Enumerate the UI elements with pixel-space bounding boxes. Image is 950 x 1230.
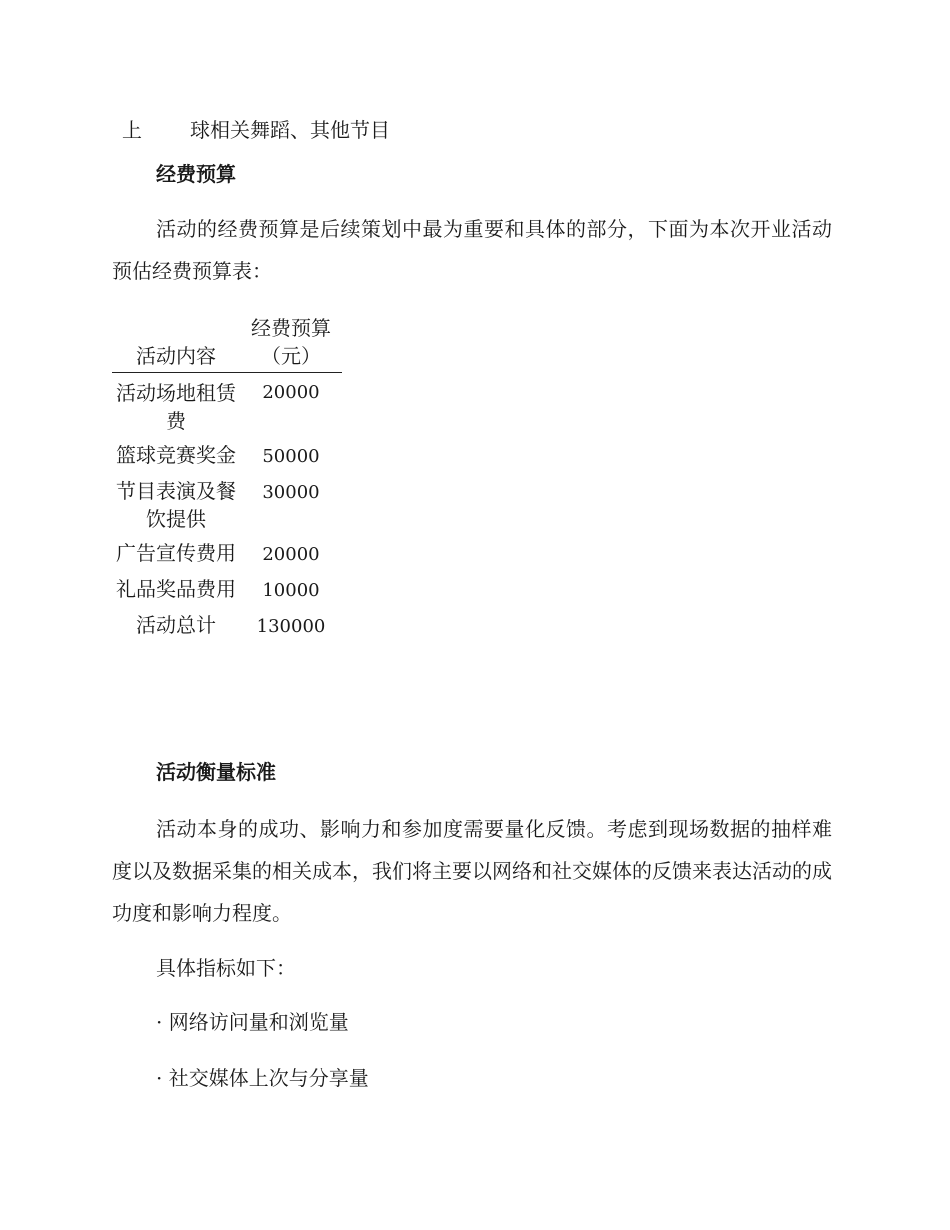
table-row	[112, 474, 342, 536]
table-cell-amount: 20000	[262, 544, 320, 565]
section-heading-budget: 经费预算	[156, 162, 236, 186]
table-row-total	[112, 608, 342, 644]
measure-intro-paragraph: 活动本身的成功、影响力和参加度需要量化反馈。考虑到现场数据的抽样难度以及数据采集的相关成本，我们将主要以网络和社交媒体的反馈来表达活动的成功度和影响力程度。	[112, 817, 832, 925]
column-header-activity: 活动内容	[112, 314, 240, 373]
column-header-budget: 经费预算（元）	[240, 314, 342, 373]
table-cell-amount: 130000	[256, 616, 326, 637]
table-cell-amount: 50000	[262, 446, 320, 467]
table-cell-amount: 30000	[262, 482, 320, 503]
indicators-label: 具体指标如下：	[156, 956, 296, 980]
table-cell-item: 节目表演及餐饮提供	[116, 479, 236, 531]
budget-table	[112, 314, 342, 644]
continued-line-text: 球相关舞蹈、其他节目	[190, 118, 390, 142]
bullet-item: · 社交媒体上次与分享量	[156, 1066, 369, 1090]
continued-line-prefix: 上	[122, 118, 142, 142]
table-row	[112, 536, 342, 572]
budget-table-header-row	[112, 314, 342, 373]
table-cell-item: 篮球竞赛奖金	[116, 443, 236, 467]
budget-intro-paragraph: 活动的经费预算是后续策划中最为重要和具体的部分，下面为本次开业活动预估经费预算表：	[112, 217, 832, 283]
table-cell-item: 活动场地租赁费	[116, 381, 236, 433]
table-row	[112, 438, 342, 474]
table-cell-item: 礼品奖品费用	[116, 577, 236, 601]
table-cell-item: 活动总计	[136, 613, 216, 637]
table-cell-amount: 20000	[262, 382, 320, 403]
table-row	[112, 373, 342, 439]
table-cell-amount: 10000	[262, 580, 320, 601]
table-cell-item: 广告宣传费用	[116, 541, 236, 565]
section-heading-measure: 活动衡量标准	[156, 760, 276, 784]
bullet-item: · 网络访问量和浏览量	[156, 1010, 349, 1034]
continued-line	[122, 116, 390, 144]
table-row	[112, 572, 342, 608]
